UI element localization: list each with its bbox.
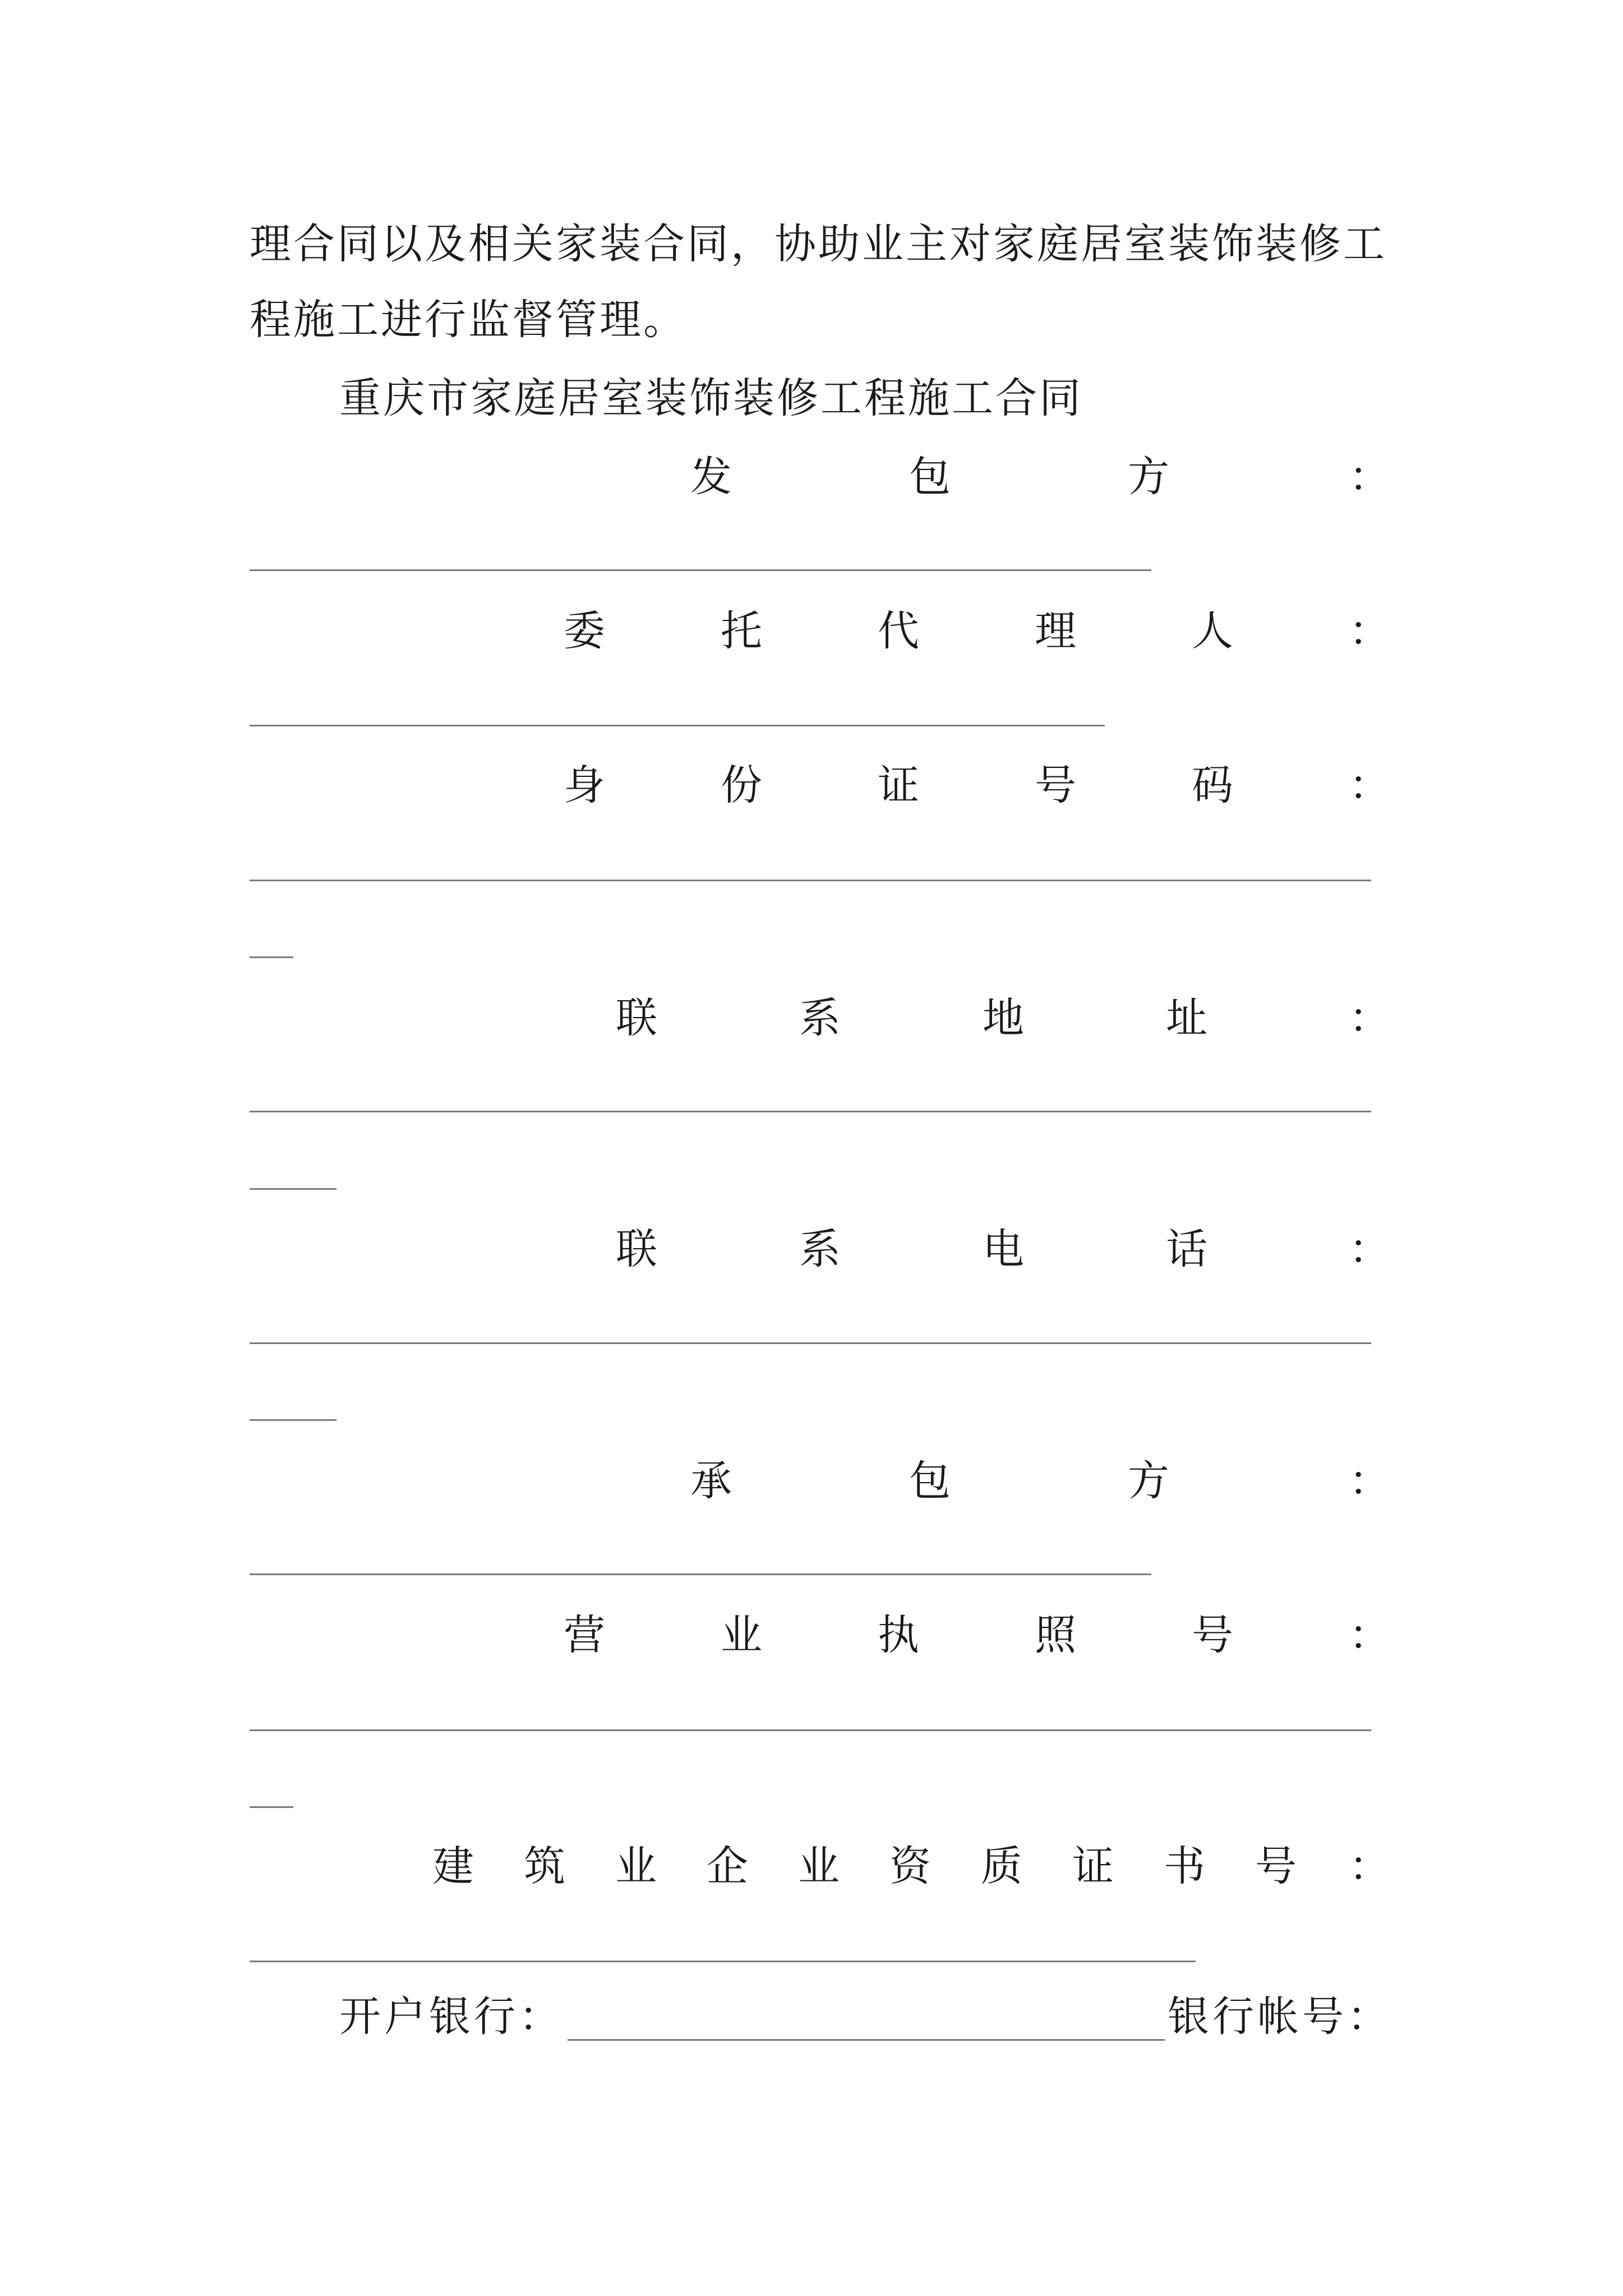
field-char: 承 bbox=[690, 1457, 732, 1505]
contract-title: 重庆市家庭居室装饰装修工程施工合同 bbox=[339, 374, 1083, 422]
field-char: 筑 bbox=[524, 1842, 565, 1890]
field-char: 系 bbox=[799, 994, 841, 1042]
account-label: 银行帐号： bbox=[1168, 1993, 1392, 2041]
field-char: 执 bbox=[878, 1611, 919, 1659]
field-colon: ： bbox=[1349, 1611, 1390, 1659]
field-colon: ： bbox=[1349, 1842, 1390, 1890]
field-char: 话 bbox=[1166, 1225, 1207, 1273]
field-colon: ： bbox=[1349, 453, 1390, 501]
field-contact-phone bbox=[0, 1218, 1623, 1280]
field-char: 理 bbox=[1035, 607, 1076, 655]
field-char: 方 bbox=[1128, 453, 1169, 501]
field-char: 业 bbox=[721, 1611, 762, 1659]
field-business-license bbox=[0, 1604, 1623, 1666]
blank-line bbox=[250, 1188, 336, 1190]
field-char: 书 bbox=[1164, 1842, 1205, 1890]
field-char: 电 bbox=[983, 1225, 1024, 1273]
field-contractor bbox=[0, 1450, 1623, 1512]
paragraph-line-2: 程施工进行监督管理。 bbox=[250, 296, 687, 344]
field-char: 资 bbox=[889, 1842, 931, 1890]
field-char: 地 bbox=[983, 994, 1024, 1042]
field-colon: ： bbox=[1349, 761, 1390, 809]
blank-line bbox=[250, 1961, 1196, 1962]
field-char: 证 bbox=[1072, 1842, 1114, 1890]
field-char: 营 bbox=[564, 1611, 605, 1659]
field-char: 企 bbox=[707, 1842, 748, 1890]
field-char: 证 bbox=[878, 761, 919, 809]
field-char: 号 bbox=[1255, 1842, 1297, 1890]
blank-line bbox=[250, 1111, 1371, 1112]
paragraph-line-1: 理合同以及相关家装合同，协助业主对家庭居室装饰装修工 bbox=[250, 220, 1387, 268]
field-char: 建 bbox=[432, 1842, 474, 1890]
blank-line bbox=[250, 1729, 1371, 1731]
blank-line bbox=[250, 880, 1371, 881]
field-char: 发 bbox=[690, 453, 732, 501]
field-char: 号 bbox=[1035, 761, 1076, 809]
field-char: 系 bbox=[799, 1225, 841, 1273]
field-char: 号 bbox=[1192, 1611, 1233, 1659]
field-char: 联 bbox=[616, 994, 657, 1042]
field-char: 委 bbox=[564, 607, 605, 655]
field-char: 身 bbox=[564, 761, 605, 809]
field-colon: ： bbox=[1349, 607, 1390, 655]
blank-line bbox=[250, 1342, 1371, 1344]
field-authorized-agent bbox=[0, 600, 1623, 662]
field-colon: ： bbox=[1349, 1457, 1390, 1505]
field-char: 码 bbox=[1192, 761, 1233, 809]
field-char: 联 bbox=[616, 1225, 657, 1273]
field-qualification-certificate bbox=[0, 1835, 1623, 1897]
blank-line bbox=[250, 725, 1105, 726]
field-char: 业 bbox=[798, 1842, 840, 1890]
field-char: 方 bbox=[1128, 1457, 1169, 1505]
field-char: 业 bbox=[615, 1842, 657, 1890]
field-contact-address bbox=[0, 987, 1623, 1049]
bank-info-line bbox=[0, 1986, 1623, 2047]
blank-line bbox=[250, 1419, 336, 1421]
field-char: 人 bbox=[1192, 607, 1233, 655]
field-char: 照 bbox=[1035, 1611, 1076, 1659]
blank-line bbox=[250, 1806, 293, 1808]
field-contracting-party bbox=[0, 446, 1623, 508]
field-id-number bbox=[0, 754, 1623, 816]
bank-blank-line bbox=[568, 2039, 1165, 2041]
blank-line bbox=[250, 1573, 1151, 1575]
field-char: 代 bbox=[878, 607, 919, 655]
bank-label: 开户银行： bbox=[339, 1993, 564, 2041]
field-char: 址 bbox=[1166, 994, 1207, 1042]
blank-line bbox=[250, 956, 293, 958]
field-char: 托 bbox=[721, 607, 762, 655]
field-colon: ： bbox=[1349, 994, 1390, 1042]
field-char: 包 bbox=[909, 453, 951, 501]
field-colon: ： bbox=[1349, 1225, 1390, 1273]
blank-line bbox=[250, 569, 1151, 571]
field-char: 份 bbox=[721, 761, 762, 809]
field-char: 包 bbox=[909, 1457, 951, 1505]
field-char: 质 bbox=[981, 1842, 1022, 1890]
